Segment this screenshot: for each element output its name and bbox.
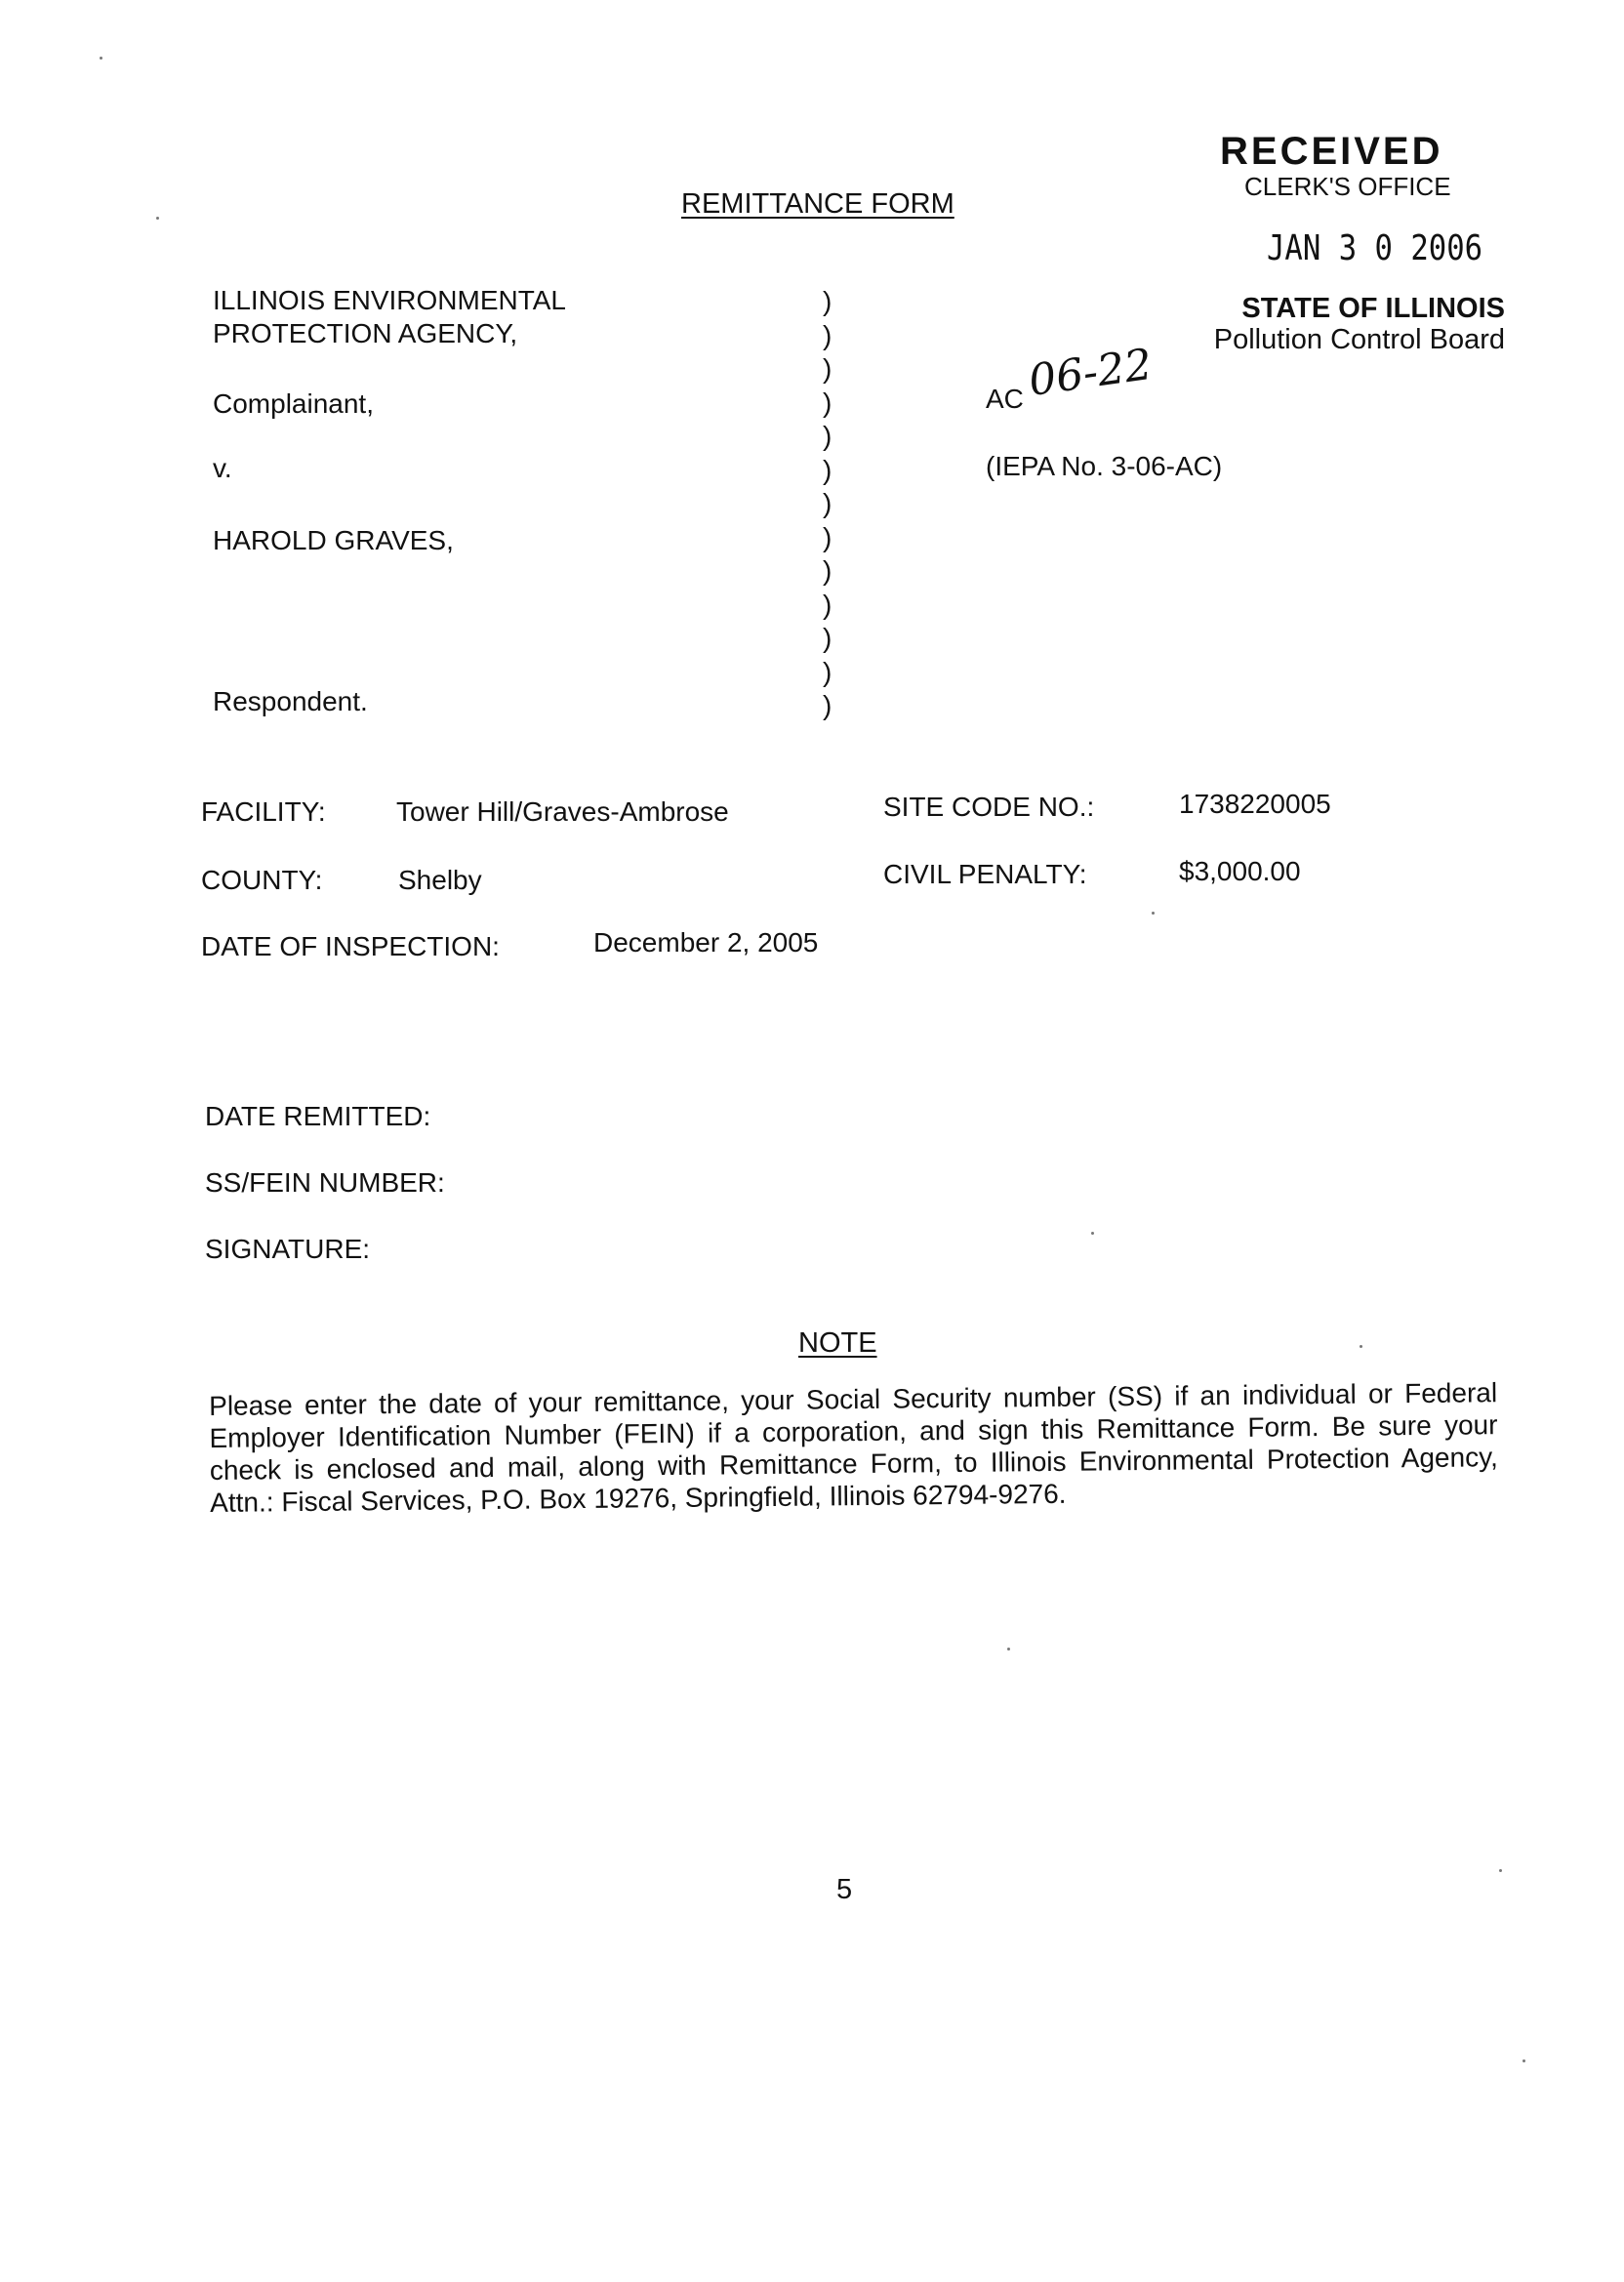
date-remitted-label: DATE REMITTED: — [205, 1101, 431, 1131]
ss-fein-label: SS/FEIN NUMBER: — [205, 1167, 445, 1198]
civil-penalty-label: CIVIL PENALTY: — [883, 859, 1087, 889]
caption-paren: ) — [823, 589, 832, 620]
stamp-received: RECEIVED — [1220, 130, 1443, 173]
scan-speck — [1091, 1232, 1094, 1235]
stamp-board: Pollution Control Board — [1213, 324, 1505, 355]
note-heading: NOTE — [798, 1327, 877, 1359]
scan-speck — [156, 217, 159, 220]
inspection-date-label: DATE OF INSPECTION: — [201, 931, 500, 961]
iepa-number: (IEPA No. 3-06-AC) — [986, 451, 1223, 481]
scan-speck — [100, 57, 102, 60]
respondent-name: HAROLD GRAVES, — [213, 525, 454, 555]
page-number: 5 — [836, 1874, 853, 1905]
county-value: Shelby — [398, 865, 482, 895]
caption-paren: ) — [823, 319, 832, 350]
caption-paren: ) — [823, 286, 832, 316]
caption-parentheses — [823, 285, 832, 723]
caption-paren: ) — [823, 555, 832, 586]
caption-paren: ) — [823, 387, 832, 418]
facility-value: Tower Hill/Graves-Ambrose — [396, 796, 729, 827]
caption-paren: ) — [823, 353, 832, 384]
site-code-value: 1738220005 — [1179, 789, 1331, 819]
scan-speck — [1499, 1869, 1502, 1872]
complainant-name-line1: ILLINOIS ENVIRONMENTAL — [213, 285, 567, 315]
scan-speck — [1360, 1345, 1362, 1348]
caption-paren: ) — [823, 623, 832, 653]
scan-speck — [1522, 2059, 1525, 2062]
stamp-state: STATE OF ILLINOIS — [1241, 293, 1505, 324]
facility-label: FACILITY: — [201, 796, 326, 827]
caption-paren: ) — [823, 521, 832, 552]
caption-paren: ) — [823, 454, 832, 485]
case-number-handwritten: 06-22 — [1025, 339, 1156, 406]
stamp-clerks-office: CLERK'S OFFICE — [1244, 172, 1451, 201]
county-label: COUNTY: — [201, 865, 323, 895]
caption-paren: ) — [823, 690, 832, 720]
form-title: REMITTANCE FORM — [681, 188, 954, 220]
case-prefix: AC — [986, 384, 1024, 414]
versus-label: v. — [213, 453, 232, 483]
scan-speck — [1007, 1648, 1010, 1650]
civil-penalty-value: $3,000.00 — [1179, 856, 1301, 886]
stamp-state-block — [1202, 293, 1505, 355]
inspection-date-value: December 2, 2005 — [593, 927, 819, 958]
caption-paren: ) — [823, 656, 832, 687]
respondent-label: Respondent. — [213, 686, 368, 716]
caption-paren: ) — [823, 488, 832, 518]
scan-speck — [1152, 912, 1155, 915]
note-body: Please enter the date of your remittance, your Social Security number (SS) if an individual or Federal Employer Identification Number (FEIN) if a corporation, and sign this Remittance Form. Be sure your check is enclosed and mail, along with Remittance Form, to Illinois Environmental Protection Agency, Attn.: Fiscal Services, P.O. Box 19276, Springfield, Illinois 62794-9276. — [209, 1377, 1498, 1518]
complainant-name-line2: PROTECTION AGENCY, — [213, 318, 518, 348]
signature-label: SIGNATURE: — [205, 1234, 371, 1264]
site-code-label: SITE CODE NO.: — [883, 792, 1095, 822]
stamp-date: JAN 3 0 2006 — [1267, 228, 1483, 268]
complainant-label: Complainant, — [213, 388, 374, 419]
caption-paren: ) — [823, 421, 832, 451]
